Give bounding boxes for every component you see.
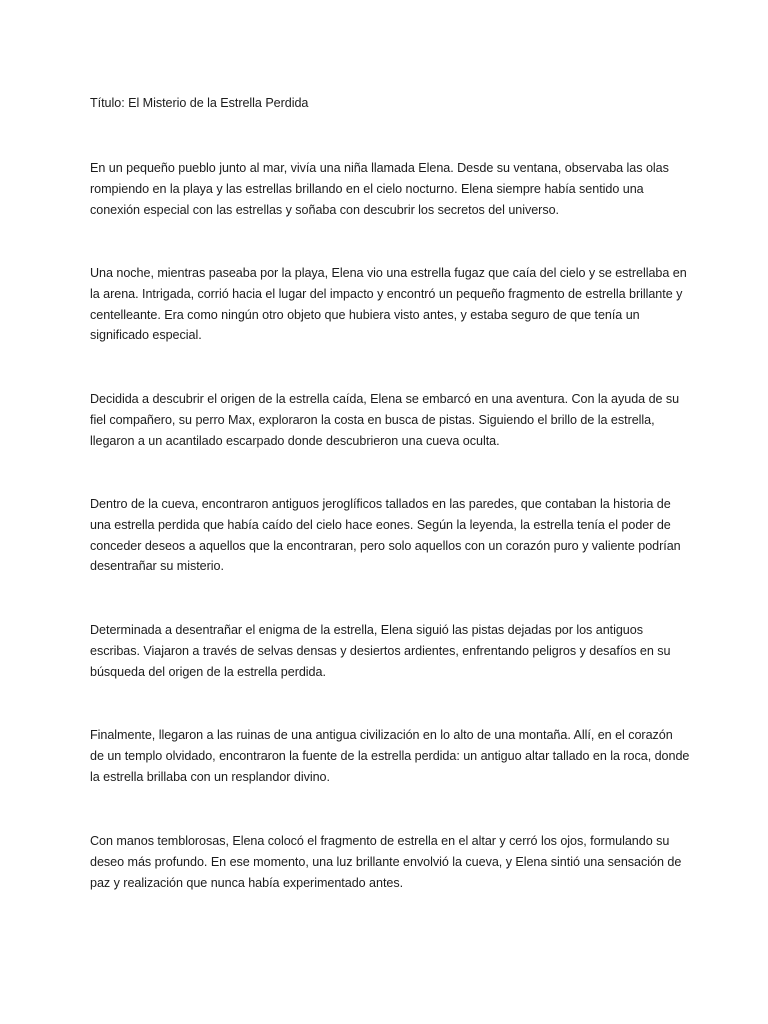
paragraph-1: En un pequeño pueblo junto al mar, vivía una niña llamada Elena. Desde su ventana, observaba las olas rompiendo en la playa y las estrellas brillando en el cielo nocturno. Elena siempre había sentido una conexión especial con las estrellas y soñaba con descubrir los secretos del universo.	[90, 161, 669, 217]
paragraph-3: Decidida a descubrir el origen de la estrella caída, Elena se embarcó en una aventura. Con la ayuda de su fiel compañero, su perro Max, exploraron la costa en busca de pistas. Siguiendo el brillo de la estrella, llegaron a un acantilado escarpado donde descubrieron una cueva oculta.	[90, 392, 680, 448]
document-title: Título: El Misterio de la Estrella Perdida	[90, 96, 309, 110]
paragraph-2: Una noche, mientras paseaba por la playa, Elena vio una estrella fugaz que caía del cielo y se estrellaba en la arena. Intrigada, corrió hacia el lugar del impacto y encontró un pequeño fragmento de estrella brillante y centelleante. Era como ningún otro objeto que hubiera visto antes, y estaba seguro de que tenía un significado especial.	[90, 266, 687, 343]
paragraph-6: Finalmente, llegaron a las ruinas de una antigua civilización en lo alto de una montaña. Allí, en el corazón de un templo olvidado, encontraron la fuente de la estrella perdida: un antiguo altar tallado en la roca, donde la estrella brillaba con un resplandor divino.	[90, 728, 690, 784]
paragraph-5: Determinada a desentrañar el enigma de la estrella, Elena siguió las pistas dejadas por los antiguos escribas. Viajaron a través de selvas densas y desiertos ardientes, enfrentando peligros y desafíos en su búsqueda del origen de la estrella perdida.	[90, 623, 671, 679]
paragraph-4: Dentro de la cueva, encontraron antiguos jeroglíficos tallados en las paredes, que contaban la historia de una estrella perdida que había caído del cielo hace eones. Según la leyenda, la estrella tenía el poder de conceder deseos a aquellos que la encontraran, pero solo aquellos con un corazón puro y valiente podrían desentrañar su misterio.	[90, 497, 681, 574]
paragraph-7: Con manos temblorosas, Elena colocó el fragmento de estrella en el altar y cerró los ojos, formulando su deseo más profundo. En ese momento, una luz brillante envolvió la cueva, y Elena sintió una sensación de paz y realización que nunca había experimentado antes.	[90, 834, 682, 890]
